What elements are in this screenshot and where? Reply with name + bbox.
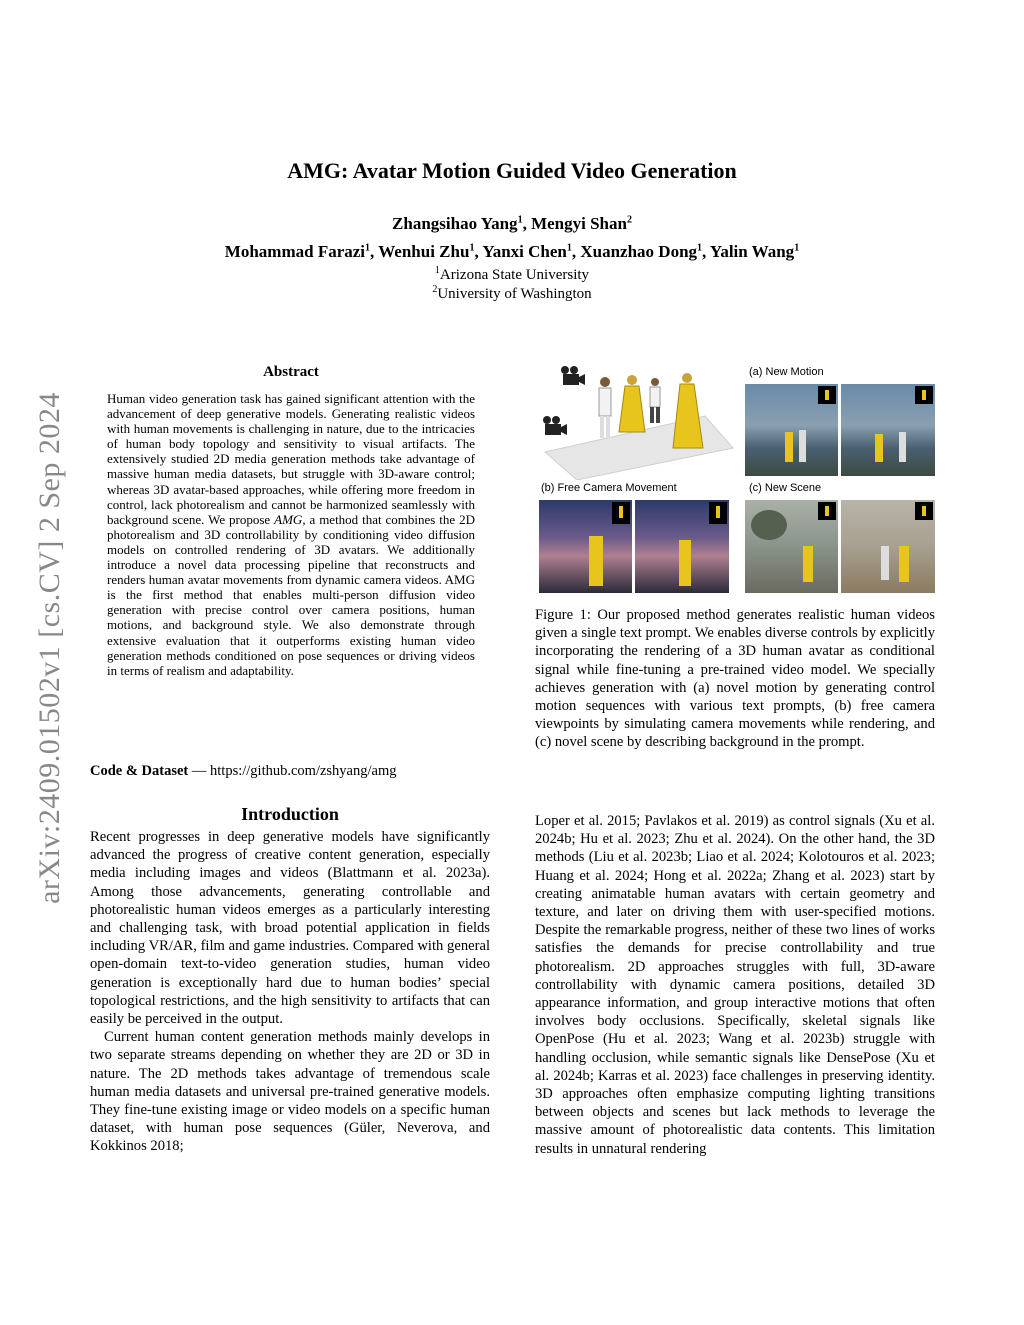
author-name: Wenhui Zhu: [378, 242, 470, 261]
pose-inset: [612, 502, 630, 524]
author-name: Xuanzhao Dong: [580, 242, 698, 261]
author-affiliation-mark: 1: [794, 242, 800, 254]
free-camera-frame-1: [539, 500, 632, 593]
figure-label-free-camera: (b) Free Camera Movement: [541, 482, 677, 494]
new-motion-frame-2: [841, 384, 935, 476]
abstract-text-part: Human video generation task has gained significant attention with the advancement of deep generative models. Generating realistic videos with human movements is challenging in nature, due to the intricacies of human body topology and sensitivity to visual artifacts. The extensively studied 2D media generation methods take advantage of massive human media datasets, but struggle with 3D-aware control; whereas 3D avatar-based approaches, while offering more freedom in control, lack photorealism and cannot be harmonized seamlessly with background scene. We propose: [107, 391, 475, 527]
author-separator: ,: [702, 242, 710, 261]
affiliation-item: [0, 285, 1024, 304]
author-name: Zhangsihao Yang: [392, 214, 518, 233]
free-camera-frame-2: [635, 500, 729, 593]
figure-label-new-scene: (c) New Scene: [749, 482, 822, 494]
author-affiliation-mark: 1: [697, 242, 703, 254]
caption-text: Figure 1: Our proposed method generates realistic human videos given a single text prompt. We enables diverse controls by explicitly incorporating the rendering of a 3D human avatar as conditional signal while fine-tuning a pre-trained video model. We specially achieves generation with (a) novel motion by generating control motion sequences with various text prompts, (b) free camera viewpoints by simulating camera movements while rendering, and (c) novel scene by describing background in the prompt.: [535, 607, 935, 751]
avatar-man: [599, 377, 611, 438]
author-affiliation-mark: 1: [469, 242, 475, 254]
introduction-right-column: [535, 812, 935, 1158]
code-dataset-line: [90, 763, 490, 780]
arxiv-identifier-stamp: arXiv:2409.01502v1 [cs.CV] 2 Sep 2024: [33, 392, 66, 904]
author-affiliation-mark: 2: [626, 214, 632, 226]
author-separator: ,: [522, 214, 532, 233]
dancer-figure: [875, 434, 883, 462]
avatar-scene-illustration: [535, 352, 735, 480]
new-scene-frame-2: [841, 500, 935, 593]
dancer-figure: [589, 536, 603, 586]
intro-paragraph-continued: Loper et al. 2015; Pavlakos et al. 2019) as control signals (Xu et al. 2024b; Hu et al. 2023; Zhu et al. 2024). On the other hand, the 3D methods (Liu et al. 2023b; Liao et al. 2024; Kolotouros et al. 2023; Huang et al. 2024; Hong et al. 2022a; Zhang et al. 2023) start by creating animatable human avatars with certain geometry and texture, and later on driving them with user-specified motions. Despite the remarkable progress, neither of these two lines of works satisfies the demands for precise controllability and true photorealism. 2D approaches struggles with full, 3D-aware controllability with dynamic camera positions, detailed 3D appearance information, and group interactive motions that often involves body occlusions. Specifically, skeletal signals like OpenPose (Hu et al. 2023; Wang et al. 2023b) struggle with handling occlusion, while semantic signals like DensePose (Xu et al. 2024b; Karras et al. 2023) face challenges in preserving identity. 3D approaches often emphasize computing lighting transitions between objects and scenes but lack methods to leverage the massive amount of photorealistic data contents. This limitation results in unnatural rendering: [535, 813, 935, 1157]
author-name: Mengyi Shan: [531, 214, 627, 233]
figure-3d-avatar-render: [535, 352, 735, 480]
dancer-figure: [785, 432, 793, 462]
code-dataset-link[interactable]: https://github.com/zshyang/amg: [210, 763, 397, 779]
introduction-heading: Introduction: [241, 804, 339, 824]
author-name: Yalin Wang: [709, 242, 795, 261]
dancer-figure: [899, 546, 909, 582]
dancer-figure: [881, 546, 889, 580]
pose-inset: [915, 386, 933, 404]
author-line-2: [0, 238, 1024, 266]
camera-icon: [561, 366, 585, 385]
abstract-section: [107, 364, 475, 678]
affiliation-name: Arizona State University: [439, 267, 590, 283]
figure-label-new-motion: (a) New Motion: [749, 366, 824, 378]
camera-icon: [543, 416, 567, 435]
abstract-text: [107, 391, 475, 678]
dancer-figure: [799, 430, 806, 462]
new-scene-frame-1: [745, 500, 838, 593]
author-separator: ,: [474, 242, 483, 261]
abstract-heading: Abstract: [263, 364, 319, 380]
pose-inset: [818, 502, 836, 520]
tree-shape: [751, 510, 787, 540]
affiliation-item: [0, 266, 1024, 285]
introduction-left-column: [90, 828, 490, 1156]
new-motion-frame-1: [745, 384, 838, 476]
pose-inset: [818, 386, 836, 404]
author-separator: ,: [571, 242, 581, 261]
author-name: Mohammad Farazi: [224, 242, 366, 261]
paper-title: AMG: Avatar Motion Guided Video Generation: [287, 158, 737, 183]
author-line-1: [0, 210, 1024, 238]
code-dataset-separator: —: [188, 763, 211, 779]
pose-inset: [915, 502, 933, 520]
figure-1-caption: [535, 606, 935, 752]
abstract-text-part: , a method that combines the 2D photorealism and 3D controllability by conditioning video diffusion models on controlled rendering of 3D avatars. We additionally introduce a novel data processing pipeline that reconstructs and renders human avatar movements from dynamic camera videos. AMG is the first method that enables multi-person diffusion video generation with precise control over camera positions, human motions, and background style. We also demonstrate through extensive evaluation that it outperforms existing human video generation methods conditioned on pose sequences or driving videos in terms of realism and adaptability.: [107, 511, 475, 678]
dancer-figure: [803, 546, 813, 582]
author-affiliation-mark: 1: [566, 242, 572, 254]
avatar-man: [650, 378, 660, 423]
intro-paragraph-2: Current human content generation methods mainly develops in two separate streams depending on whether they are 2D or 3D in nature. The 2D methods takes advantage of tremendous scale human media datasets and universal pre-trained generative models. They fine-tune existing image or video models on a specific human dataset, with human pose sequences (Güler, Neverova, and Kokkinos 2018;: [90, 1029, 490, 1155]
avatar-woman: [619, 375, 645, 432]
code-dataset-label: Code & Dataset: [90, 763, 189, 779]
dancer-figure: [679, 540, 691, 586]
author-affiliation-mark: 1: [365, 242, 371, 254]
author-affiliation-mark: 1: [517, 214, 523, 226]
affiliation-number: 2: [432, 284, 438, 295]
author-separator: ,: [370, 242, 379, 261]
avatar-woman: [673, 373, 703, 448]
dancer-figure: [899, 432, 906, 462]
affiliation-name: University of Washington: [437, 286, 592, 302]
intro-paragraph-1: Recent progresses in deep generative models have significantly advanced the progress of creative content generation, especially media including images and videos (Blattmann et al. 2023a). Among those advancements, generating controllable and photorealistic human videos emerges as a particularly interesting and challenging task, with broad potential application in fields including VR/AR, film and game industries. Compared with general open-domain text-to-video generation studies, human video generation is exceptionally hard due to human bodies’ special topological restrictions, and the high sensitivity to artifacts that can easily be perceived in the output.: [90, 829, 490, 1028]
affiliation-list: [0, 266, 1024, 304]
pose-inset: [709, 502, 727, 524]
method-name-emphasis: AMG: [274, 511, 303, 527]
author-list: [0, 210, 1024, 266]
author-name: Yanxi Chen: [482, 242, 567, 261]
affiliation-number: 1: [434, 265, 440, 276]
